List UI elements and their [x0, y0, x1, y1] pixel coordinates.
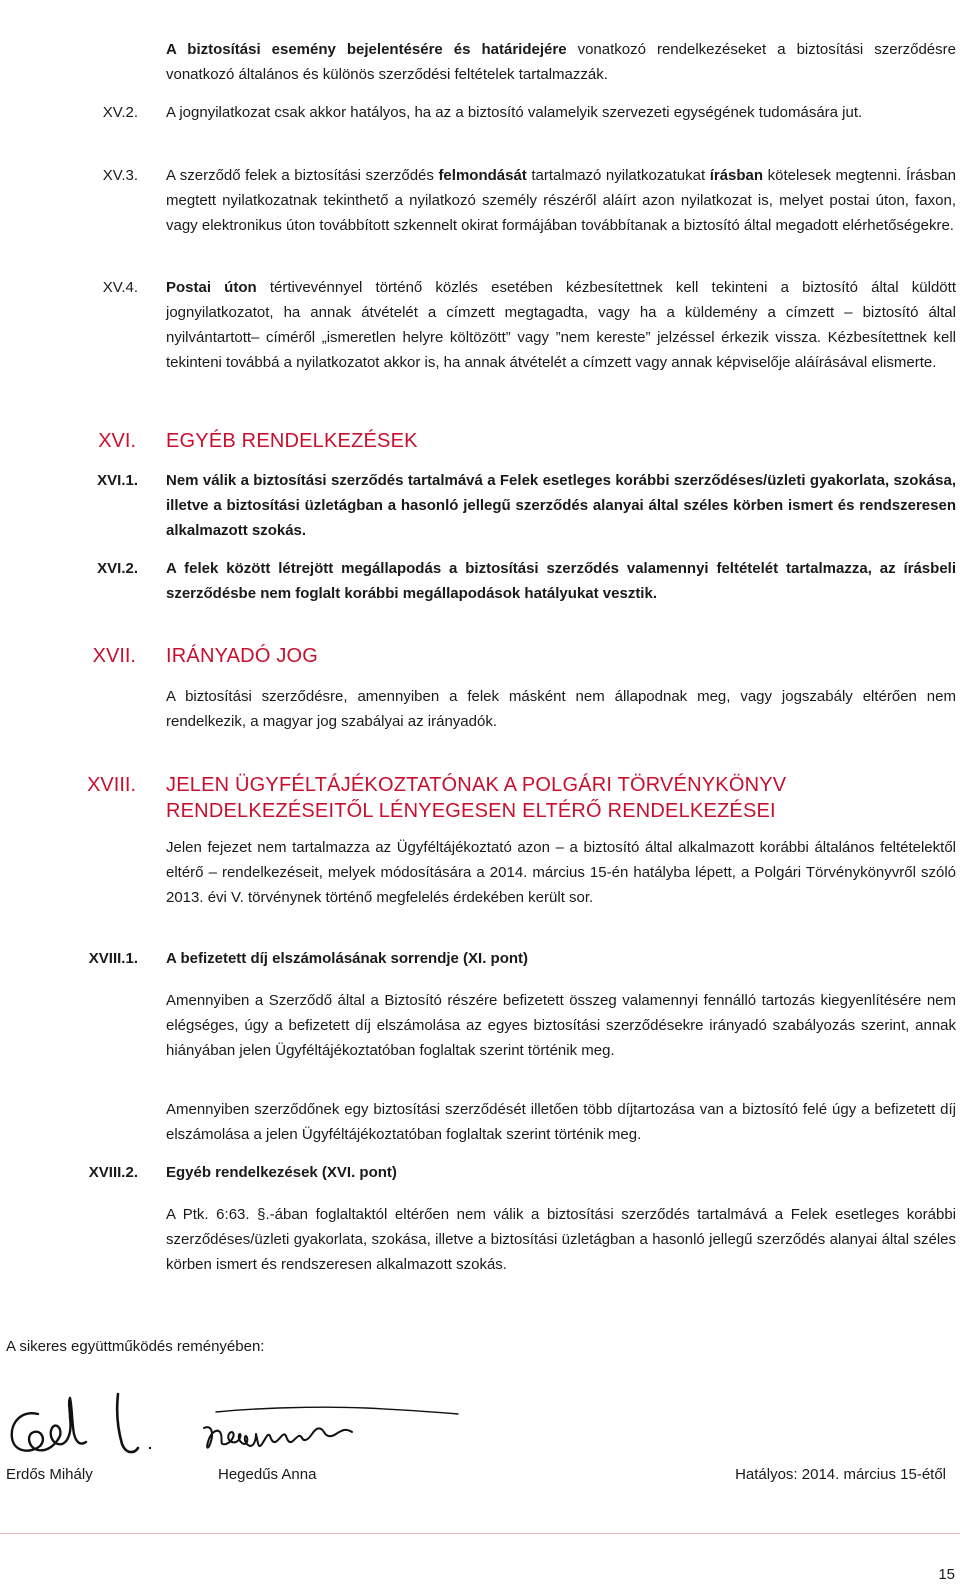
xv3-bold2: írásban: [709, 167, 764, 184]
footer-rule: [0, 1533, 960, 1534]
closing-greeting: A sikeres együttműködés reményében:: [6, 1338, 265, 1355]
xv4-rest: tértivevénnyel történő közlés esetében kézbesítettnek kell tekinteni a biztosító által küldött jognyilatkozatot, ha annak átvételét a címzett megtagadta, vagy ha a küldemény a címzett – biztosító által nyilvántartott– címéről „ismeretlen helyre költözött” vagy ”nem kereste” jelzéssel érkezik vissza. Kézbesítettnek kell tekinteni továbbá a nyilatkozatot akkor is, ha annak átvételét a címzett vagy annak képviselője aláírásával elismerte.: [166, 279, 956, 371]
clause-number-xviii1: XVIII.1.: [88, 950, 138, 967]
xv4-bold1: Postai úton: [166, 279, 257, 296]
clause-number-xvi2: XVI.2.: [97, 560, 138, 577]
clause-title-xviii2: Egyéb rendelkezések (XVI. pont): [166, 1164, 397, 1181]
signature-2: [196, 1398, 464, 1464]
xv3-part2: tartalmazó nyilatkozatukat: [526, 167, 710, 184]
xv3-part3: kötelesek megtenni. Írásban megtett nyilatkozatnak tekinthető a nyilatkozó személy részéről aláírt azon nyilatkozat is, melyet postai úton, faxon, vagy elektronikus úton továbbított szkennelt okirat formájában továbbítanak a biztosító által megadott elérhetőségekre.: [166, 167, 956, 234]
section-title-xvii: IRÁNYADÓ JOG: [166, 645, 319, 667]
clause-text-xv3: [166, 163, 956, 238]
intro-paragraph: [166, 37, 956, 87]
effective-date: Hatályos: 2014. március 15-étől: [735, 1466, 946, 1483]
clause-number-xv4: XV.4.: [102, 279, 138, 296]
clause-text-xviii1-p2: Amennyiben szerződőnek egy biztosítási szerződését illetően több díjtartozása van a biztosító felé úgy a befizetett díj elszámolása a jelen Ügyféltájékoztatóban foglaltak szerint történik meg.: [166, 1101, 956, 1143]
section-number-xvi: XVI.: [98, 430, 136, 452]
clause-text-xviii2: A Ptk. 6:63. §.-ában foglaltaktól eltérően nem válik a biztosítási szerződés tartalmává a Felek esetleges korábbi szerződéses/üzleti gyakorlata, szokása, illetve a biztosítási üzletágban a hasonló jellegű szerződés alanyai által széles körben ismert és rendszeresen alkalmazott szokás.: [166, 1206, 956, 1273]
signature-1: [4, 1388, 164, 1468]
xv3-bold1: felmondását: [438, 167, 527, 184]
section-text-xvii: A biztosítási szerződésre, amennyiben a felek másként nem állapodnak meg, vagy jogszabály eltérően nem rendelkezik, a magyar jog szabályai az irányadók.: [166, 688, 956, 730]
xv3-part1: A szerződő felek a biztosítási szerződés: [166, 167, 439, 184]
clause-number-xvi1: XVI.1.: [97, 472, 138, 489]
section-title-xvi: EGYÉB RENDELKEZÉSEK: [166, 430, 418, 452]
signer-1-name: Erdős Mihály: [6, 1466, 93, 1483]
page-number: 15: [938, 1566, 955, 1583]
intro-rest: vonatkozó rendelkezéseket a biztosítási szerződésre vonatkozó általános és különös szerződési feltételek tartalmazzák.: [166, 41, 956, 83]
clause-text-xviii1-p1: Amennyiben a Szerződő által a Biztosító részére befizetett összeg valamennyi fennálló tartozás kiegyenlítésére nem elégséges, úgy a befizetett díj elszámolása az egyes biztosítási szerződésekre irányadó szabályozás szerint, annak hiányában jelen Ügyféltájékoztatóban foglaltak szerint történik meg.: [166, 992, 956, 1059]
clause-text-xv2: A jognyilatkozat csak akkor hatályos, ha az a biztosító valamelyik szervezeti egységének tudomására jut.: [166, 104, 863, 121]
section-title-xviii-line2: RENDELKEZÉSEITŐL LÉNYEGESEN ELTÉRŐ RENDELKEZÉSEI: [166, 800, 776, 822]
section-number-xvii: XVII.: [92, 645, 136, 667]
signer-2-name: Hegedűs Anna: [218, 1466, 317, 1483]
section-intro-xviii: Jelen fejezet nem tartalmazza az Ügyféltájékoztató azon – a biztosító által alkalmazott korábbi általános feltételektől eltérő – rendelkezéseit, melyek módosítására a 2014. március 15-én hatályba lépett, a Polgári Törvénykönyvről szóló 2013. évi V. törvénynek történő megfelelés érdekében került sor.: [166, 839, 956, 906]
intro-bold: A biztosítási esemény bejelentésére és határidejére: [166, 41, 567, 58]
clause-text-xvi1: Nem válik a biztosítási szerződés tartalmává a Felek esetleges korábbi szerződéses/üzleti gyakorlata, szokása, illetve a biztosítási üzletágban a hasonló jellegű szerződés alanyai által széles körben ismert és rendszeresen alkalmazott szokás.: [166, 472, 956, 539]
clause-number-xv2: XV.2.: [102, 104, 138, 121]
clause-number-xv3: XV.3.: [102, 167, 138, 184]
clause-text-xvi2: A felek között létrejött megállapodás a biztosítási szerződés valamennyi feltételét tartalmazza, az írásbeli szerződésbe nem foglalt korábbi megállapodások hatályukat vesztik.: [166, 560, 956, 602]
section-title-xviii: [166, 772, 956, 824]
clause-number-xviii2: XVIII.2.: [88, 1164, 138, 1181]
clause-text-xv4: [166, 275, 956, 375]
section-title-xviii-line1: JELEN ÜGYFÉLTÁJÉKOZTATÓNAK A POLGÁRI TÖRVÉNYKÖNYV: [166, 774, 787, 796]
section-number-xviii: XVIII.: [87, 774, 136, 796]
clause-title-xviii1: A befizetett díj elszámolásának sorrendje (XI. pont): [166, 950, 529, 967]
